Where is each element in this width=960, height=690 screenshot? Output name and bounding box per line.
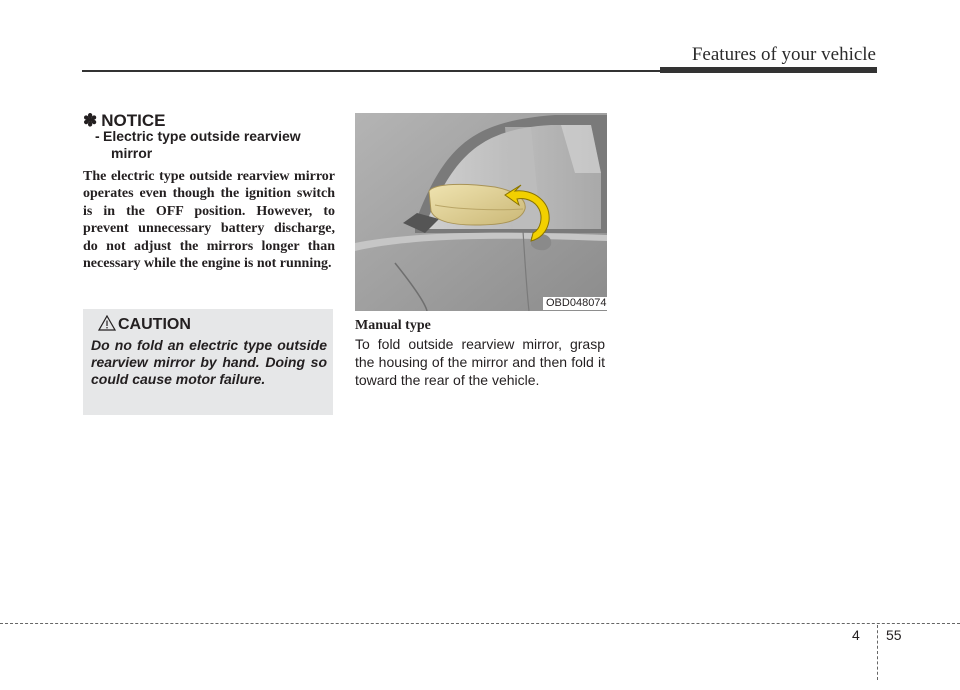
car-mirror-drawing [355,113,607,311]
notice-subtitle-line1: Electric type outside rearview [103,128,301,144]
mirror-illustration [355,113,607,311]
notice-body: The electric type outside rearview mirror operates even though the ignition switch is in the OFF position. However, to prevent unnecessary battery discharge, do not adjust the mirrors longer than necessary while the engine is not running. [83,169,335,272]
manual-type-heading: Manual type [355,318,431,333]
notice-subtitle-dash: - [95,128,100,144]
section-title: Features of your vehicle [691,44,876,65]
notice-subtitle-line2: mirror [111,145,153,161]
manual-type-text: To fold outside rearview mirror, grasp the housing of the mirror and then fold it toward the rear of the vehicle. [355,336,605,388]
notice-subtitle [95,128,343,162]
header-rule [82,70,660,72]
footer-rule [0,623,960,624]
caution-title: CAUTION [118,316,191,333]
warning-triangle-icon [98,315,116,331]
notice-title: NOTICE [101,111,166,130]
caution-text: Do no fold an electric type outside rearview mirror by hand. Doing so could cause motor failure. [91,337,327,387]
figure-code: OBD048074 [543,297,610,310]
notice-star-icon: ✽ [83,111,98,130]
footer-divider [877,625,878,680]
chapter-number: 4 [852,627,860,643]
header-rule-accent [660,67,877,73]
page-number: 55 [886,627,902,643]
